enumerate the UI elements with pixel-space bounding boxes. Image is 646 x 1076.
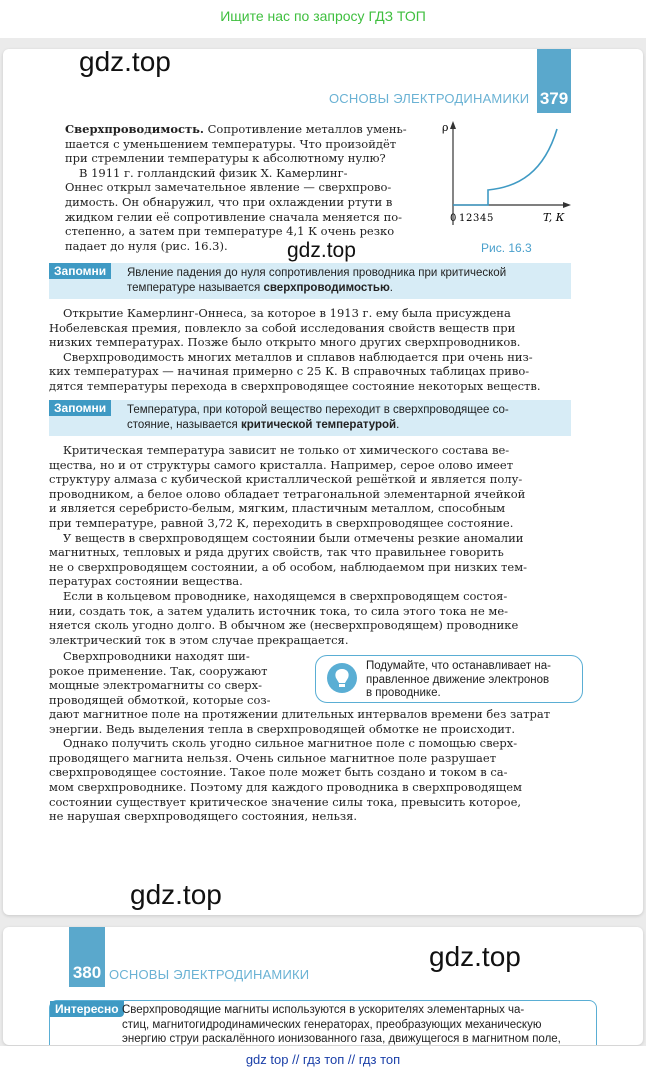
search-hint-link[interactable]: Ищите нас по запросу ГДЗ ТОП: [220, 8, 426, 24]
think-box: Подумайте, что останавливает на- правленное движение электронов в проводнике.: [315, 655, 583, 703]
figure-caption: Рис. 16.3: [481, 241, 532, 255]
top-banner: [0, 0, 646, 38]
remember-tag: Запомни: [49, 400, 111, 416]
paragraph-applications: дают магнитное поле на протяжении длительных интервалов времени без затрат энергии. Ведь выделения тепла в сверхпроводящей обмотке не происходит. Однако получить сколь угодно сильное магнитное поле с помощью сверх- проводящего магнита нельзя. Очень сильное магнитное поле разрушает сверхпроводящее состояние. Такое поле может быть создано и током в са- мом сверхпроводнике. Поэтому для каждого проводника в сверхпроводящем состоянии существует критическое значение силы тока, превысить которое, не нарушая сверхпроводящего состояния, нельзя.: [49, 707, 551, 824]
lightbulb-icon: [326, 662, 358, 694]
y-axis-label: ρ: [442, 121, 449, 134]
term-critical-temperature: критической температурой: [240, 418, 397, 431]
resistance-curve: [453, 129, 557, 205]
watermark: gdz.top: [130, 879, 222, 910]
running-head: ОСНОВЫ ЭЛЕКТРОДИНАМИКИ: [109, 967, 310, 982]
term-superconductivity: Сверхпроводимость.: [65, 122, 204, 136]
tick-2: 2: [466, 213, 473, 224]
term-superconductivity-bold: сверхпроводимостью: [263, 281, 390, 294]
bottom-links-bar: [0, 1046, 646, 1076]
page-number: 379: [537, 49, 571, 113]
tick-1: 1: [459, 213, 466, 224]
x-axis-arrow: [563, 202, 571, 208]
watermark: gdz.top: [429, 941, 521, 972]
page-number: 380: [69, 927, 105, 987]
intro-paragraph: Сверхпроводимость. Сопротивление металлов умень- шается с уменьшением температуры. Что произойдёт при стремлении температуры к абсолютному нулю? В 1911 г. голландский физик Х. Камерлинг- Оннес открыл замечательное явление — сверхпрово- димость. Он обнаружил, что при охлаждении ртути в жидком гелии её сопротивление сначала меняется по- степенно, а затем при температуре 4,1 К очень резко падает до нуля (рис. 16.3).: [65, 122, 407, 253]
watermark: gdz.top: [287, 239, 356, 262]
watermark: gdz.top: [79, 49, 171, 77]
paragraph-critical-temperature: Критическая температура зависит не только от химического состава ве- щества, но и от структуры самого кристалла. Например, серое олово имеет структуру алмаза с кубической кристаллической решёткой и является полу- проводником, а белое олово обладает тетрагональной элементарной ячейкой и является серебристо-белым, мягким, пластичным металлом, способным при температуре, равной 3,72 К, переходить в сверхпроводящее состояние. У веществ в сверхпроводящем состоянии были отмечены резкие аномалии магнитных, тепловых и ряда других свойств, так что правильнее говорить не о сверхпроводящем состоянии, а об особом, наблюдаемом при низких тем- пературах состоянии вещества. Если в кольцевом проводнике, находящемся в сверхпроводящем состоя- нии, создать ток, а затем удалить источник тока, то сила этого тока не ме- няется сколь угодно долго. В обычном же (несверхпроводящем) проводнике электрический ток в этом случае прекращается.: [49, 443, 528, 647]
remember-tag: Запомни: [49, 263, 111, 279]
remember-box-1: Запомни Явление падения до нуля сопротивления проводника при критической температуре называется сверхпроводимостью.: [49, 263, 571, 299]
interesting-tag: Интересно: [50, 1001, 124, 1017]
paragraph-applications-left: Сверхпроводники находят ши- рокое применение. Так, сооружают мощные электромагниты со сверх- проводящей обмоткой, которые соз-: [49, 649, 271, 707]
tick-5: 5: [487, 213, 494, 224]
tick-3: 3: [473, 213, 480, 224]
tick-4: 4: [480, 213, 487, 224]
tick-0: 0: [450, 213, 457, 224]
resistance-graph: [439, 117, 599, 237]
paragraph-nobel: Открытие Камерлинг-Оннеса, за которое в 1913 г. ему была присуждена Нобелевская премия, повлекло за собой исследования свойств веществ при низких температурах. Позже было открыто много других сверхпроводников. Сверхпроводимость многих металлов и сплавов наблюдается при очень низ- ких температурах — начиная примерно с 25 К. В справочных таблицах приво- дятся температуры перехода в сверхпроводящее состояние некоторых веществ.: [49, 306, 541, 393]
remember-box-2: Запомни Температура, при которой вещество переходит в сверхпроводящее со- стояние, называется критической температурой.: [49, 400, 571, 436]
textbook-page-380: [3, 927, 643, 1045]
running-head: ОСНОВЫ ЭЛЕКТРОДИНАМИКИ: [329, 91, 530, 106]
y-axis-arrow: [450, 121, 456, 129]
textbook-page-379: [3, 49, 643, 915]
bottom-links[interactable]: gdz top // гдз топ // гдз топ: [245, 1052, 401, 1067]
x-axis-label: T, К: [543, 211, 565, 224]
interesting-box: Интересно Сверхпроводящие магниты используются в ускорителях элементарных ча- стиц, магнитогидродинамических генераторах, преобразующих механическую энергию струи раскалённого ионизованного газа, движущегося в магнитном поле,: [49, 1000, 597, 1045]
